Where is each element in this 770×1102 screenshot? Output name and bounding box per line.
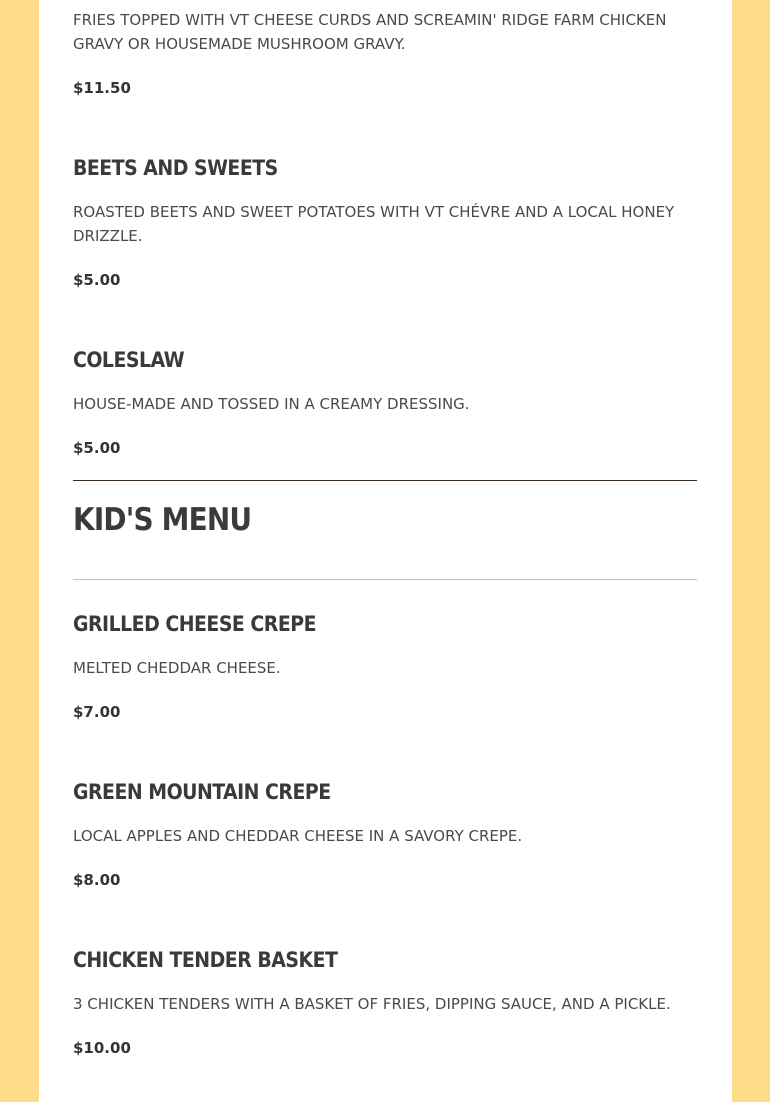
menu-item-chicken-tender-basket: [73, 946, 697, 1060]
menu-item-name: COLESLAW: [73, 348, 185, 372]
menu-item-description: MELTED CHEDDAR CHEESE.: [73, 659, 281, 677]
menu-item-name: BEETS AND SWEETS: [73, 156, 278, 180]
menu-item-price: $8.00: [73, 871, 121, 889]
menu-item-price: $5.00: [73, 439, 121, 457]
menu-item-grilled-cheese-crepe: [73, 610, 697, 724]
menu-item-price: $11.50: [73, 79, 131, 97]
menu-item-beets-and-sweets: [73, 154, 697, 292]
menu-item-name: CHICKEN TENDER BASKET: [73, 948, 338, 972]
menu-item-name: GRILLED CHEESE CREPE: [73, 612, 316, 636]
menu-item-price: $5.00: [73, 271, 121, 289]
menu-item-green-mountain-crepe: [73, 778, 697, 892]
menu-item-description: ROASTED BEETS AND SWEET POTATOES WITH VT CHÉVRE AND A LOCAL HONEY DRIZZLE.: [73, 203, 675, 245]
menu-item-description: HOUSE-MADE AND TOSSED IN A CREAMY DRESSING.: [73, 395, 470, 413]
menu-item-price: $7.00: [73, 703, 121, 721]
menu-item-description: FRIES TOPPED WITH VT CHEESE CURDS AND SCREAMIN' RIDGE FARM CHICKEN GRAVY OR HOUSEMADE MUSHROOM GRAVY.: [73, 11, 667, 53]
menu-item-description: LOCAL APPLES AND CHEDDAR CHEESE IN A SAVORY CREPE.: [73, 827, 523, 845]
menu-item-description: 3 CHICKEN TENDERS WITH A BASKET OF FRIES, DIPPING SAUCE, AND A PICKLE.: [73, 995, 671, 1013]
section-divider: [73, 480, 697, 481]
menu-item-poutine: [73, 8, 697, 100]
section-title-kids-menu: KID'S MENU: [73, 502, 252, 538]
menu-item-name: GREEN MOUNTAIN CREPE: [73, 780, 331, 804]
menu-item-price: $10.00: [73, 1039, 131, 1057]
menu-panel: [39, 0, 732, 1102]
menu-item-coleslaw: [73, 346, 697, 460]
section-title-underline: [73, 579, 697, 580]
